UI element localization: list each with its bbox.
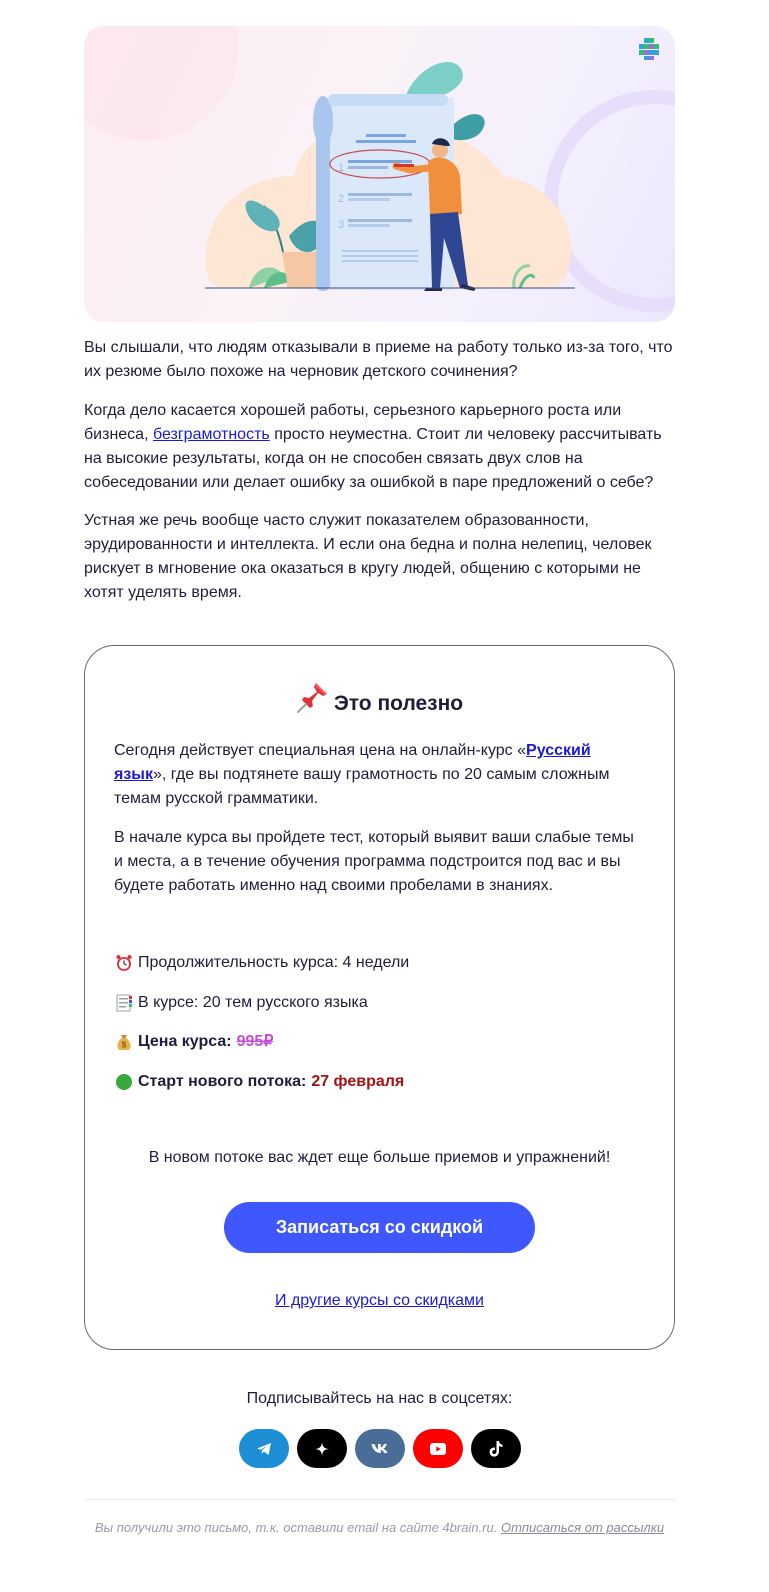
illiteracy-link[interactable]: безграмотность — [152, 426, 270, 443]
price-value: 995₽ — [236, 1033, 274, 1050]
social-links — [239, 1429, 519, 1468]
vk-button[interactable] — [355, 1429, 405, 1468]
intro-paragraph-2 — [84, 399, 675, 495]
russian-course-link[interactable]: Русский язык — [114, 742, 591, 783]
feature-topics — [114, 991, 644, 1015]
tiktok-button[interactable] — [471, 1429, 521, 1468]
hero-illustration — [84, 26, 675, 322]
stream-note: В новом потоке вас ждет еще больше приемов и упражнений! — [148, 1149, 611, 1166]
feature-topics-text: В курсе: 20 тем русского языка — [138, 994, 368, 1011]
footer-note — [84, 1518, 675, 1538]
vk-icon — [371, 1443, 389, 1454]
green-circle-icon — [114, 1072, 134, 1092]
svg-text:2: 2 — [338, 193, 345, 205]
card-paragraph-1 — [114, 739, 644, 811]
intro-paragraph-1: Вы слышали, что людям отказывали в приеме на работу только из-за того, что их резюме было похоже на черновик детского сочинения? — [84, 339, 673, 380]
feature-start — [114, 1070, 644, 1094]
bookmark-tabs-icon — [114, 993, 134, 1013]
card-paragraph-1-text-end: », где вы подтянете вашу грамотность по 20 самым сложным темам русской грамматики. — [114, 766, 610, 807]
more-courses — [85, 1289, 674, 1313]
social-title: Подписывайтесь на нас в соцсетях: — [246, 1390, 513, 1407]
telegram-button[interactable] — [239, 1429, 289, 1468]
start-label: Старт нового потока: — [138, 1073, 307, 1090]
feature-duration-text: Продолжительность курса: 4 недели — [138, 954, 410, 971]
offer-card — [84, 645, 675, 1350]
footer-text: Вы получили это письмо, т.к. оставили email на сайте 4brain.ru. — [94, 1520, 501, 1535]
alarm-clock-icon — [114, 953, 134, 973]
unsubscribe-link[interactable]: Отписаться от рассылки — [500, 1520, 665, 1535]
intro-paragraph-2-text: Когда дело касается хорошей работы, серьезного карьерного роста или бизнеса, — [84, 402, 622, 443]
svg-text:3: 3 — [338, 219, 345, 231]
feature-duration — [114, 951, 644, 975]
tiktok-icon — [489, 1441, 503, 1457]
svg-text:1: 1 — [338, 162, 345, 174]
enroll-discount-button[interactable]: Записаться со скидкой — [224, 1202, 535, 1253]
other-courses-link[interactable]: И другие курсы со скидками — [275, 1292, 484, 1309]
svg-text:$: $ — [121, 1040, 127, 1050]
card-paragraph-1-text: Сегодня действует специальная цена на онлайн-курс « — [114, 742, 527, 759]
telegram-icon — [256, 1442, 272, 1456]
price-label: Цена курса: — [138, 1033, 232, 1050]
card-paragraph-2: В начале курса вы пройдете тест, который выявит ваши слабые темы и места, а в течение обучения программа подстроится под вас и вы будете работать именно над своими пробелами в знаниях. — [114, 829, 634, 894]
sparkle-button[interactable] — [297, 1429, 347, 1468]
card-title — [85, 680, 674, 724]
sparkle-icon — [315, 1442, 329, 1456]
youtube-icon — [430, 1443, 446, 1455]
start-date: 27 февраля — [311, 1073, 405, 1090]
brand-logo-icon — [635, 36, 661, 62]
intro-paragraph-3: Устная же речь вообще часто служит показателем образованности, эрудированности и интеллекта. И если она бедна и полна нелепиц, человек рискует в мгновение ока оказаться в кругу людей, общению с которыми не хотят уделять время. — [84, 512, 652, 601]
card-title-text: Это полезно — [333, 692, 464, 715]
pushpin-icon — [296, 680, 330, 714]
youtube-button[interactable] — [413, 1429, 463, 1468]
money-bag-icon — [114, 1032, 134, 1052]
intro-paragraph-2-text-end: просто неуместна. Стоит ли человеку рассчитывать на высокие результаты, когда он не способен связать двух слов на собеседовании или делает ошибку за ошибкой в паре предложений о себе? — [84, 426, 662, 491]
footer-divider — [84, 1499, 675, 1500]
feature-price — [114, 1030, 644, 1054]
